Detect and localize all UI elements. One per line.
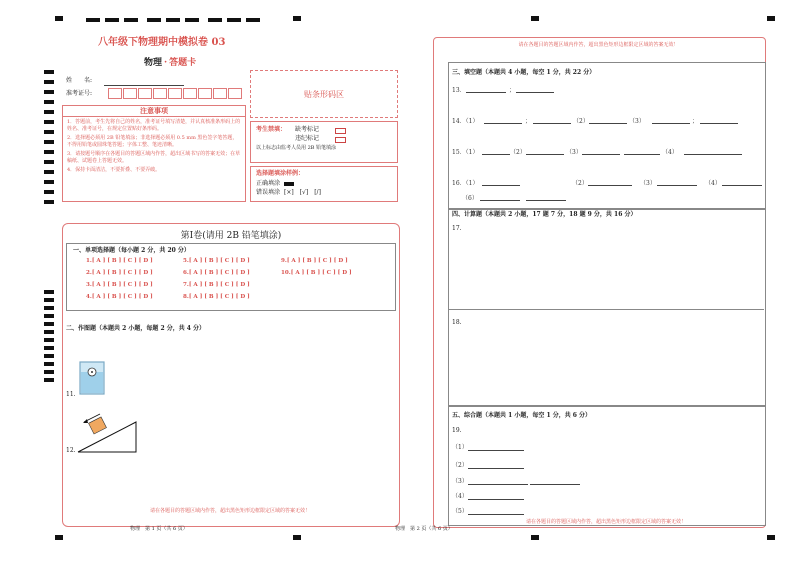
barcode-area [250,70,398,118]
timing-mark [44,170,54,174]
incline-figure [76,408,138,454]
notes-box [62,105,246,202]
timing-mark [44,160,54,164]
timing-mark [44,100,54,104]
timing-mark [44,290,54,294]
forbidden-note: 以上标志由监考人员用 2B 铅笔填涂 [256,145,337,151]
choice-row-6[interactable]: 10.[ A ] [ B ] [ C ] [ D ] [281,270,352,276]
timing-mark [44,190,54,194]
q16-blank-2[interactable] [588,185,632,186]
comp-section [448,405,766,526]
timing-mark [44,298,54,302]
sample-title: 选择题填涂样例： [256,170,305,177]
choice-row-8[interactable]: 7.[ A ] [ B ] [ C ] [ D ] [183,282,250,288]
calc-divider [448,309,764,310]
q15-blank-1[interactable] [482,154,510,155]
q14-p2: （2） [573,118,589,125]
sec4-title: 四、计算题（本题共 2 小题，17 题 7 分，18 题 9 分，共 16 分） [452,211,637,218]
choice-row-9[interactable]: 4.[ A ] [ B ] [ C ] [ D ] [86,294,153,300]
q15-blank-4[interactable] [624,154,660,155]
id-digit-box[interactable] [228,88,242,99]
q16-blank-5[interactable] [480,200,520,201]
beaker-figure [78,360,108,396]
q14-label: 14．（1） [452,118,479,125]
right-bottom-warning: 请在各题目的答题区域内作答，超出黑色矩形边框限定区域的答案无效！ [525,519,686,525]
choice-row-3[interactable]: 9.[ A ] [ B ] [ C ] [ D ] [281,258,348,264]
note-4: 4．保持卡面清洁，不要折叠、不要弄破。 [67,167,161,173]
left-footer: 物理 第 1 页（共 6 页） [130,526,188,532]
note-3: 3．请按题号顺序在各题目的答题区域内作答，超出区域书写的答案无效；在草稿纸、试题卷上答题无效。 [67,151,241,164]
q14-sep: ； [525,118,532,125]
q19-blank-1[interactable] [468,450,524,451]
choice-row-7[interactable]: 3.[ A ] [ B ] [ C ] [ D ] [86,282,153,288]
subtitle-card: 答题卡 [169,58,197,68]
q14-blank-4[interactable] [652,123,690,124]
timing-mark [44,180,54,184]
q16-blank-1[interactable] [482,185,520,186]
q19-sub-5: （5） [452,508,468,515]
timing-mark [44,314,54,318]
calc-section [448,208,766,407]
q19-blank-3b[interactable] [530,484,580,485]
q16-blank-3[interactable] [657,185,697,186]
name-label: 姓 名: [66,77,93,84]
timing-mark [44,90,54,94]
timing-mark [44,306,54,310]
correct-fill-sample [284,182,294,186]
q19-label: 19. [452,427,462,434]
sec1-title: 一、单项选择题（每小题 2 分，共 20 分） [73,247,190,254]
violation-label: 违纪标记 [295,135,320,142]
q19-sub-1: （1） [452,444,468,451]
subtitle-sep: · [164,58,168,68]
q15-p3: （3） [566,149,582,156]
forbidden-title: 考生禁填： [256,126,287,133]
q14-blank-2[interactable] [533,123,571,124]
q15-blank-3[interactable] [582,154,620,155]
id-digit-box[interactable] [198,88,212,99]
q16-label: 16．（1） [452,180,479,187]
choice-row-1[interactable]: 1.[ A ] [ B ] [ C ] [ D ] [86,258,153,264]
q15-p2: （2） [510,149,526,156]
q14-blank-3[interactable] [589,123,627,124]
q16-blank-4[interactable] [722,185,762,186]
timing-mark [44,330,54,334]
q15-blank-2[interactable] [526,154,564,155]
id-digit-box[interactable] [123,88,137,99]
timing-mark [44,370,54,374]
id-label: 准考证号: [66,90,93,97]
timing-mark [44,120,54,124]
left-bottom-warning: 请在各题目的答题区域内作答，超出黑色矩形边框限定区域的答案无效！ [149,508,310,514]
q14-sep2: ； [692,118,699,125]
q15-blank-5[interactable] [684,154,742,155]
timing-mark [44,80,54,84]
q19-blank-2[interactable] [468,468,524,469]
wrong-fill-label: 错误填涂 [256,189,281,196]
sec2-title: 二、作图题（本题共 2 小题，每题 2 分，共 4 分） [66,325,206,332]
fill-section [448,62,766,210]
note-1: 1．答题前，考生先将自己的姓名，准考证号填写清楚，并认真核准条形码上的姓名、准考证号，在规定位置贴好条形码。 [67,119,241,132]
subtitle [144,55,196,68]
right-footer: 物理 第 2 页（共 6 页） [395,526,453,532]
choice-row-5[interactable]: 6.[ A ] [ B ] [ C ] [ D ] [183,270,250,276]
notes-title: 注意事项 [63,106,245,117]
sec3-title: 三、填空题（本题共 4 小题，每空 1 分，共 22 分） [452,69,596,76]
q19-blank-4[interactable] [468,499,524,500]
id-digit-box[interactable] [153,88,167,99]
id-digit-box[interactable] [108,88,122,99]
timing-mark [44,130,54,134]
q19-blank-5[interactable] [468,514,524,515]
q14-p3: （3） [629,118,645,125]
barcode-label: 贴条形码区 [304,90,344,99]
note-2: 2．选择题必须用 2B 铅笔填涂；非选择题必须用 0.5 mm 黑色签字笔答题，不得用铅笔或圆珠笔答题；字体工整、笔迹清晰。 [67,135,238,148]
timing-mark [44,150,54,154]
forbidden-box [250,121,398,163]
q16-p2: （2） [572,180,588,187]
timing-mark [44,200,54,204]
sec5-title: 五、综合题（本题共 1 小题，每空 1 分，共 6 分） [452,412,592,419]
q19-sub-3: （3） [452,478,468,485]
id-digit-box[interactable] [213,88,227,99]
q19-sub-2: （2） [452,462,468,469]
q17-label: 17. [452,225,462,232]
timing-mark [44,346,54,350]
timing-mark [44,110,54,114]
q18-label: 18. [452,319,462,326]
q16-p3: （3） [640,180,656,187]
absent-checkbox[interactable] [335,128,346,134]
absent-label: 缺考标记 [295,126,320,133]
right-top-warning: 请在各题目的答题区域内作答，超出黑色矩形边框限定区域的答案无效！ [518,42,679,48]
q14-blank-1[interactable] [484,123,522,124]
id-digit-box[interactable] [138,88,152,99]
choice-row-2[interactable]: 5.[ A ] [ B ] [ C ] [ D ] [183,258,250,264]
timing-mark [44,140,54,144]
choice-row-10[interactable]: 8.[ A ] [ B ] [ C ] [ D ] [183,294,250,300]
q13-label: 13． [452,87,466,94]
wrong-fill-samples: [×] [√] [/] [284,189,321,196]
q15-label: 15．（1） [452,149,479,156]
q11-label: 11. [66,391,76,398]
q16-blank-6[interactable] [526,200,566,201]
choice-row-4[interactable]: 2.[ A ] [ B ] [ C ] [ D ] [86,270,153,276]
timing-mark [44,322,54,326]
part1-title: 第Ⅰ卷(请用 2B 铅笔填涂) [180,231,282,241]
q12-label: 12. [66,447,76,454]
q19-blank-3[interactable] [468,484,528,485]
id-digit-box[interactable] [183,88,197,99]
q13-blank-2[interactable] [516,92,554,93]
q14-blank-5[interactable] [700,123,738,124]
subtitle-subject: 物理 [144,58,163,68]
id-digit-box[interactable] [168,88,182,99]
timing-mark [44,70,54,74]
choice-section [66,243,396,311]
timing-mark [44,338,54,342]
timing-mark [44,354,54,358]
exam-title: 八年级下物理期中模拟卷 03 [98,37,226,48]
q13-sep: ； [509,87,516,94]
q16-p4: （4） [705,180,721,187]
correct-fill-label: 正确填涂 [256,180,281,187]
q19-sub-4: （4） [452,493,468,500]
q13-blank-1[interactable] [466,92,506,93]
timing-mark [44,362,54,366]
q15-p4: （4） [662,149,678,156]
timing-mark [44,378,54,382]
name-field[interactable] [104,85,184,86]
violation-checkbox[interactable] [335,137,346,143]
sample-box [250,166,398,202]
q16-p6: （6） [462,195,478,202]
